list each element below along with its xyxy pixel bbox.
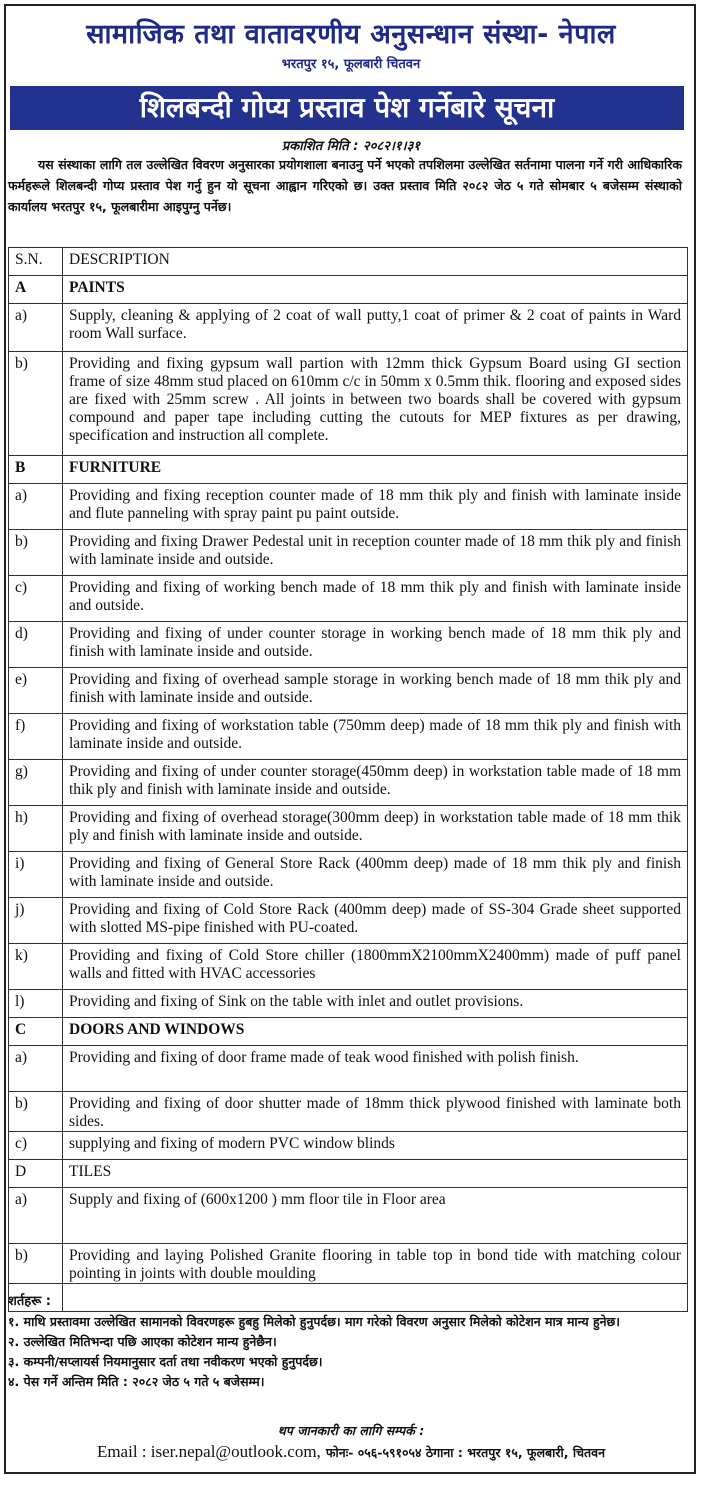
table-row: [9, 852, 688, 898]
table-section-row: [9, 1160, 688, 1188]
table-section-row: [9, 276, 688, 304]
row-sn: D: [9, 1160, 63, 1188]
table-row: [9, 898, 688, 944]
row-sn: b): [9, 530, 63, 576]
conditions-title: शर्तहरू :: [8, 1294, 51, 1309]
row-description: Providing and fixing of Cold Store chiller (1800mmX2100mmX2400mm) made of puff panel walls and fitted with HVAC accessories: [63, 944, 688, 990]
row-description: Providing and fixing of workstation table (750mm deep) made of 18 mm thik ply and finish with laminate inside and outside.: [63, 714, 688, 760]
row-sn: i): [9, 852, 63, 898]
row-description: Providing and laying Polished Granite flooring in table top in bond tide with matching colour pointing in joints with double moulding: [63, 1244, 688, 1284]
header-sn: S.N.: [9, 248, 63, 276]
row-description: Providing and fixing gypsum wall partion with 12mm thick Gypsum Board using GI section frame of size 48mm stud placed on 610mm c/c in 50mm x 0.5mm thik. flooring and exposed sides are fixed with 25mm screw . All joints in between two boards shall be covered with gypsum compound and paper tape including cutting the cutouts for MEP fixtures as per drawing, specification and instruction all complete.: [63, 352, 688, 456]
items-table-body: [9, 248, 688, 1312]
row-description: Providing and fixing of Sink on the table with inlet and outlet provisions.: [63, 990, 688, 1018]
table-row: [9, 990, 688, 1018]
table-row: [9, 944, 688, 990]
row-description: Providing and fixing of overhead storage(300mm deep) in workstation table made of 18 mm thik ply and finish with laminate inside and outside.: [63, 806, 688, 852]
row-sn: f): [9, 714, 63, 760]
intro-paragraph: यस संस्थाका लागि तल उल्लेखित विवरण अनुसारका प्रयोगशाला बनाउनु पर्ने भएको तपशिलमा उल्लेखित सर्तनामा पालना गर्ने गरी आधिकारिक फर्महरूले शिलबन्दी गोप्य प्रस्ताव पेश गर्नु हुन यो सूचना आह्वान गरिएको छ। उक्त प्रस्ताव मिति २०८२ जेठ ५ गते सोमबार ५ बजेसम्म संस्थाको कार्यालय भरतपुर १५, फूलबारीमा आइपुग्नु पर्नेछ।: [8, 157, 682, 214]
row-description: TILES: [63, 1160, 688, 1188]
row-description: supplying and fixing of modern PVC window blinds: [63, 1132, 688, 1160]
row-sn: b): [9, 352, 63, 456]
row-description: Providing and fixing reception counter made of 18 mm thik ply and finish with laminate inside and flute panneling with spray paint pu paint outside.: [63, 484, 688, 530]
row-description: Providing and fixing of door frame made of teak wood finished with polish finish.: [63, 1046, 688, 1092]
notice-title-banner: शिलबन्दी गोप्य प्रस्ताव पेश गर्नेबारे सूचना: [10, 86, 684, 130]
table-row: [9, 714, 688, 760]
table-section-row: [9, 456, 688, 484]
table-row: [9, 1188, 688, 1244]
table-row: [9, 484, 688, 530]
row-sn: b): [9, 1244, 63, 1284]
row-description: Providing and fixing of door shutter made of 18mm thick plywood finished with laminate both sides.: [63, 1092, 688, 1132]
row-sn: c): [9, 576, 63, 622]
row-description: Providing and fixing of General Store Rack (400mm deep) made of 18 mm thik ply and finish with laminate inside and outside.: [63, 852, 688, 898]
row-sn: j): [9, 898, 63, 944]
published-date: प्रकाशित मिति : २०८२।१।३१: [281, 139, 421, 154]
row-sn: C: [9, 1018, 63, 1046]
table-row: [9, 1092, 688, 1132]
organization-address: भरतपुर १५, फूलबारी चितवन: [281, 57, 421, 72]
row-description: Providing and fixing Drawer Pedestal unit in reception counter made of 18 mm thik ply and finish with laminate inside and outside.: [63, 530, 688, 576]
table-row: [9, 806, 688, 852]
row-sn: B: [9, 456, 63, 484]
table-row: [9, 1132, 688, 1160]
row-sn: A: [9, 276, 63, 304]
table-row: [9, 530, 688, 576]
row-description: Supply, cleaning & applying of 2 coat of wall putty,1 coat of primer & 2 coat of paints in Ward room Wall surface.: [63, 304, 688, 352]
row-description: Providing and fixing of Cold Store Rack (400mm deep) made of SS-304 Grade sheet supported with slotted MS-pipe finished with PU-coated.: [63, 898, 688, 944]
row-sn: d): [9, 622, 63, 668]
row-description: DOORS AND WINDOWS: [63, 1018, 688, 1046]
items-table: [8, 247, 688, 1312]
table-row: [9, 668, 688, 714]
row-sn: a): [9, 484, 63, 530]
row-sn: a): [9, 304, 63, 352]
row-description: Providing and fixing of overhead sample storage in working bench made of 18 mm thik ply and finish with laminate inside and outside.: [63, 668, 688, 714]
row-description: Providing and fixing of working bench made of 18 mm thik ply and finish with laminate inside and outside.: [63, 576, 688, 622]
conditions-section: [8, 1292, 688, 1392]
row-sn: b): [9, 1092, 63, 1132]
table-row: [9, 1244, 688, 1284]
row-description: Providing and fixing of under counter storage in working bench made of 18 mm thik ply and finish with laminate inside and outside.: [63, 622, 688, 668]
row-sn: a): [9, 1046, 63, 1092]
table-row: [9, 760, 688, 806]
row-description: FURNITURE: [63, 456, 688, 484]
row-description: Providing and fixing of under counter storage(450mm deep) in workstation table made of 18 mm thik ply and finish with laminate inside and outside.: [63, 760, 688, 806]
table-row: [9, 622, 688, 668]
condition-item: २. उल्लेखित मितिभन्दा पछि आएका कोटेशन मान्य हुनेछैन।: [8, 1334, 277, 1349]
table-row: [9, 1046, 688, 1092]
table-section-row: [9, 1018, 688, 1046]
row-sn: c): [9, 1132, 63, 1160]
contact-heading: थप जानकारी का लागि सम्पर्क :: [277, 1423, 425, 1438]
contact-details: फोनः- ०५६-५९१०५४ ठेगाना : भरतपुर १५, फूलबारी, चितवन: [325, 1445, 606, 1460]
condition-item: ४. पेस गर्ने अन्तिम मिति : २०८२ जेठ ५ गते ५ बजेसम्म।: [8, 1374, 265, 1389]
condition-item: १. माथि प्रस्तावमा उल्लेखित सामानको विवरणहरू हुबहु मिलेको हुनुपर्दछ। माग गरेको विवरण अनुसार मिलेको कोटेशन मात्र मान्य हुनेछ।: [8, 1314, 621, 1329]
table-row: [9, 352, 688, 456]
condition-item: ३. कम्पनी/सप्लायर्स नियमानुसार दर्ता तथा नवीकरण भएको हुनुपर्दछ।: [8, 1354, 323, 1369]
header-description: DESCRIPTION: [63, 248, 688, 276]
row-description: PAINTS: [63, 276, 688, 304]
row-sn: g): [9, 760, 63, 806]
table-header-row: [9, 248, 688, 276]
row-sn: h): [9, 806, 63, 852]
row-sn: e): [9, 668, 63, 714]
table-row: [9, 304, 688, 352]
organization-name: सामाजिक तथा वातावरणीय अनुसन्धान संस्था- नेपाल: [86, 19, 616, 50]
row-sn: a): [9, 1188, 63, 1244]
row-sn: l): [9, 990, 63, 1018]
contact-email[interactable]: Email : iser.nepal@outlook.com,: [96, 1442, 321, 1461]
row-description: Supply and fixing of (600x1200 ) mm floor tile in Floor area: [63, 1188, 688, 1244]
contact-line: [0, 1442, 702, 1462]
row-sn: k): [9, 944, 63, 990]
table-row: [9, 576, 688, 622]
